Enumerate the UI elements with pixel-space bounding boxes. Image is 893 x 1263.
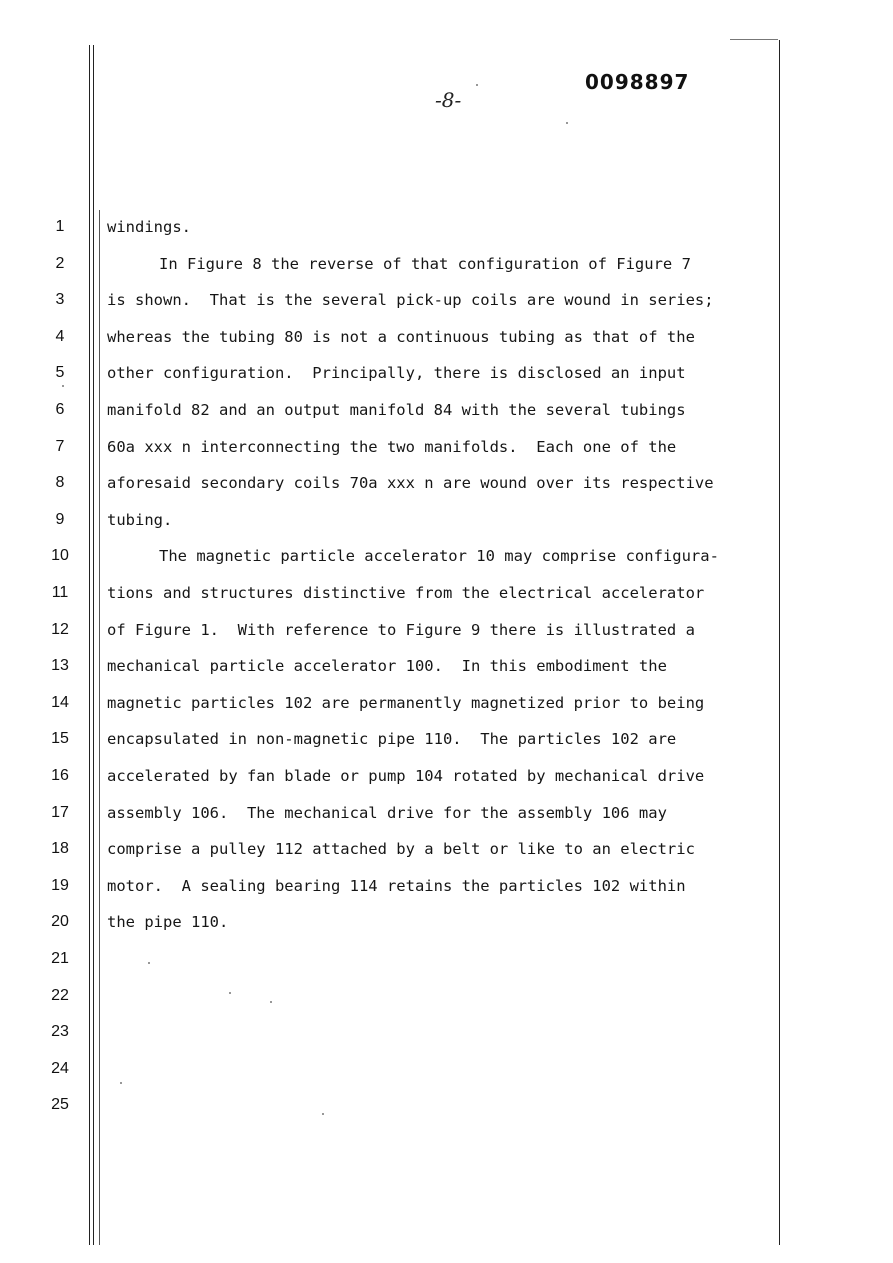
line-number: 7	[55, 437, 65, 455]
text-line: mechanical particle accelerator 100. In this embodiment the	[107, 657, 667, 676]
line-number: 8	[55, 474, 65, 492]
scan-speck	[270, 1001, 272, 1003]
text-line: comprise a pulley 112 attached by a belt or like to an electric	[107, 840, 695, 859]
line-number: 25	[51, 1096, 69, 1114]
line-number: 5	[55, 364, 65, 382]
text-line: other configuration. Principally, there is disclosed an input	[107, 364, 686, 383]
text-line: accelerated by fan blade or pump 104 rotated by mechanical drive	[107, 767, 705, 785]
line-number: 14	[51, 693, 69, 711]
left-margin-rule	[93, 45, 94, 1245]
line-number: 1	[55, 218, 65, 235]
left-margin-rule	[99, 210, 100, 1245]
scan-speck	[322, 1113, 324, 1115]
line-number: 19	[51, 876, 69, 894]
line-number: 10	[51, 547, 69, 565]
text-line: tions and structures distinctive from the electrical accelerator	[107, 584, 705, 602]
line-number: 22	[51, 986, 69, 1004]
document-number: 0098897	[585, 70, 690, 94]
scan-speck	[476, 84, 478, 86]
right-margin-rule	[779, 40, 780, 1245]
line-number: 2	[55, 254, 65, 272]
text-line: windings.	[107, 218, 191, 236]
text-line: The magnetic particle accelerator 10 may comprise configura-	[159, 547, 719, 566]
left-margin-rule	[89, 45, 90, 1245]
line-number: 11	[51, 584, 69, 601]
scan-speck	[148, 962, 150, 964]
line-number: 16	[51, 767, 69, 784]
text-line: manifold 82 and an output manifold 84 with the several tubings	[107, 401, 686, 419]
text-line: is shown. That is the several pick-up coils are wound in series;	[107, 291, 714, 310]
scan-speck	[229, 992, 231, 994]
text-line: assembly 106. The mechanical drive for the assembly 106 may	[107, 803, 667, 822]
text-line: whereas the tubing 80 is not a continuous tubing as that of the	[107, 327, 695, 346]
line-number: 12	[51, 620, 69, 638]
line-number: 3	[55, 291, 65, 309]
line-number: 18	[51, 840, 69, 858]
line-number: 15	[51, 730, 69, 748]
text-line: of Figure 1. With reference to Figure 9 there is illustrated a	[107, 620, 695, 639]
scan-mark	[730, 39, 778, 40]
scan-speck	[566, 122, 568, 124]
line-number: 13	[51, 657, 69, 675]
text-line: aforesaid secondary coils 70a xxx n are wound over its respective	[107, 474, 714, 493]
text-line: encapsulated in non-magnetic pipe 110. The particles 102 are	[107, 730, 677, 749]
page-number: -8-	[435, 88, 462, 112]
line-number: 23	[51, 1023, 69, 1041]
line-number: 21	[51, 950, 69, 967]
text-line: 60a xxx n interconnecting the two manifolds. Each one of the	[107, 437, 677, 456]
line-number: 24	[51, 1059, 69, 1077]
line-number: 17	[51, 803, 69, 821]
text-line: In Figure 8 the reverse of that configuration of Figure 7	[159, 254, 691, 273]
text-line: magnetic particles 102 are permanently magnetized prior to being	[107, 693, 705, 712]
line-number: 9	[55, 510, 65, 528]
line-number: 20	[51, 913, 69, 931]
scan-speck	[120, 1082, 122, 1084]
text-line: motor. A sealing bearing 114 retains the particles 102 within	[107, 876, 686, 895]
line-number: 4	[55, 327, 65, 345]
text-line: the pipe 110.	[107, 913, 229, 932]
scan-speck	[62, 385, 64, 387]
line-number: 6	[55, 401, 65, 418]
text-line: tubing.	[107, 510, 173, 529]
